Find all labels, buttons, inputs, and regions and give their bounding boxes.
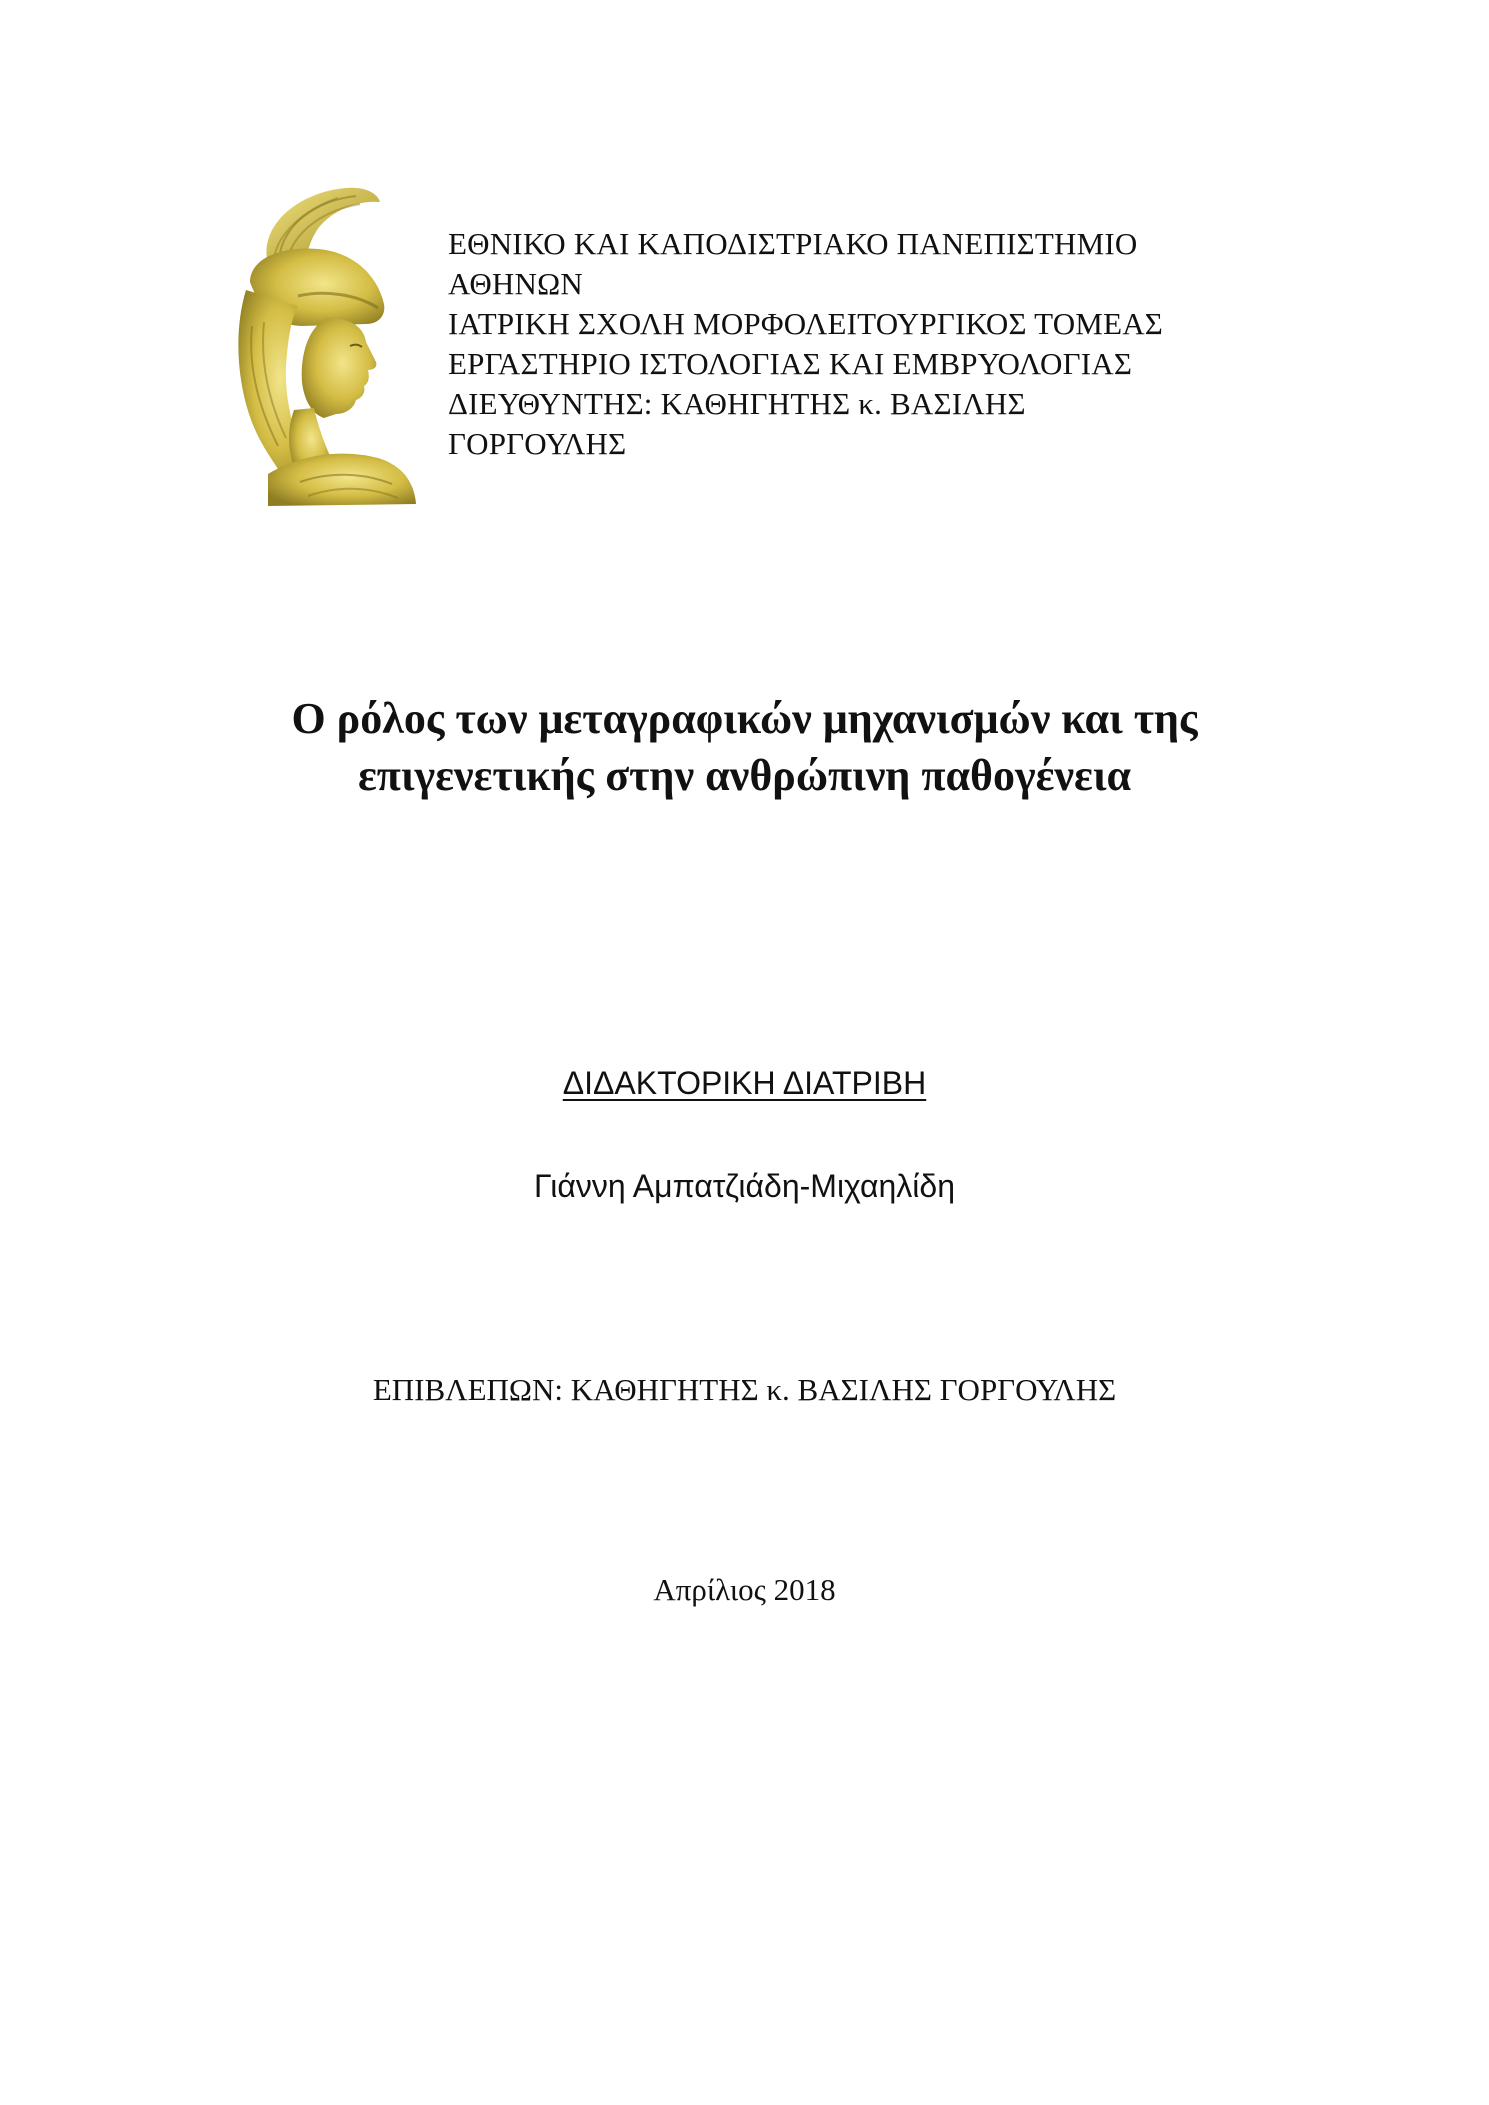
thesis-title-line-1: Ο ρόλος των μεταγραφικών μηχανισμών και της [291,694,1198,743]
thesis-title-line-2: επιγενετικής στην ανθρώπινη παθογένεια [357,751,1132,800]
university-logo [228,186,418,506]
header-line-director-surname: ΓΟΡΓΟΥΛΗΣ [448,426,627,461]
header-line-school: ΙΑΤΡΙΚΗ ΣΧΟΛΗ ΜΟΡΦΟΛΕΙΤΟΥΡΓΙΚΟΣ ΤΟΜΕΑΣ [448,306,1164,341]
thesis-title [0,690,1489,804]
athena-helmet-icon [228,186,418,506]
institution-header [448,224,1348,464]
author-name: Γιάννη Αμπατζιάδη-Μιχαηλίδη [534,1168,955,1204]
publication-date: Απρίλιος 2018 [653,1572,836,1607]
header-line-director: ΔΙΕΥΘΥΝΤΗΣ: ΚΑΘΗΓΗΤΗΣ κ. ΒΑΣΙΛΗΣ [448,386,1026,421]
header-line-city: ΑΘΗΝΩΝ [448,266,583,301]
thesis-type-label: ΔΙΔΑΚΤΟΡΙΚΗ ΔΙΑΤΡΙΒΗ [562,1065,927,1101]
header-line-lab: ΕΡΓΑΣΤΗΡΙΟ ΙΣΤΟΛΟΓΙΑΣ ΚΑΙ ΕΜΒΡΥΟΛΟΓΙΑΣ [448,346,1133,381]
supervisor-line: ΕΠΙΒΛΕΠΩΝ: ΚΑΘΗΓΗΤΗΣ κ. ΒΑΣΙΛΗΣ ΓΟΡΓΟΥΛΗΣ [372,1372,1117,1407]
thesis-type-heading [0,1063,1489,1103]
header-line-university: ΕΘΝΙΚΟ ΚΑΙ ΚΑΠΟΔΙΣΤΡΙΑΚΟ ΠΑΝΕΠΙΣΤΗΜΙΟ [448,226,1138,261]
